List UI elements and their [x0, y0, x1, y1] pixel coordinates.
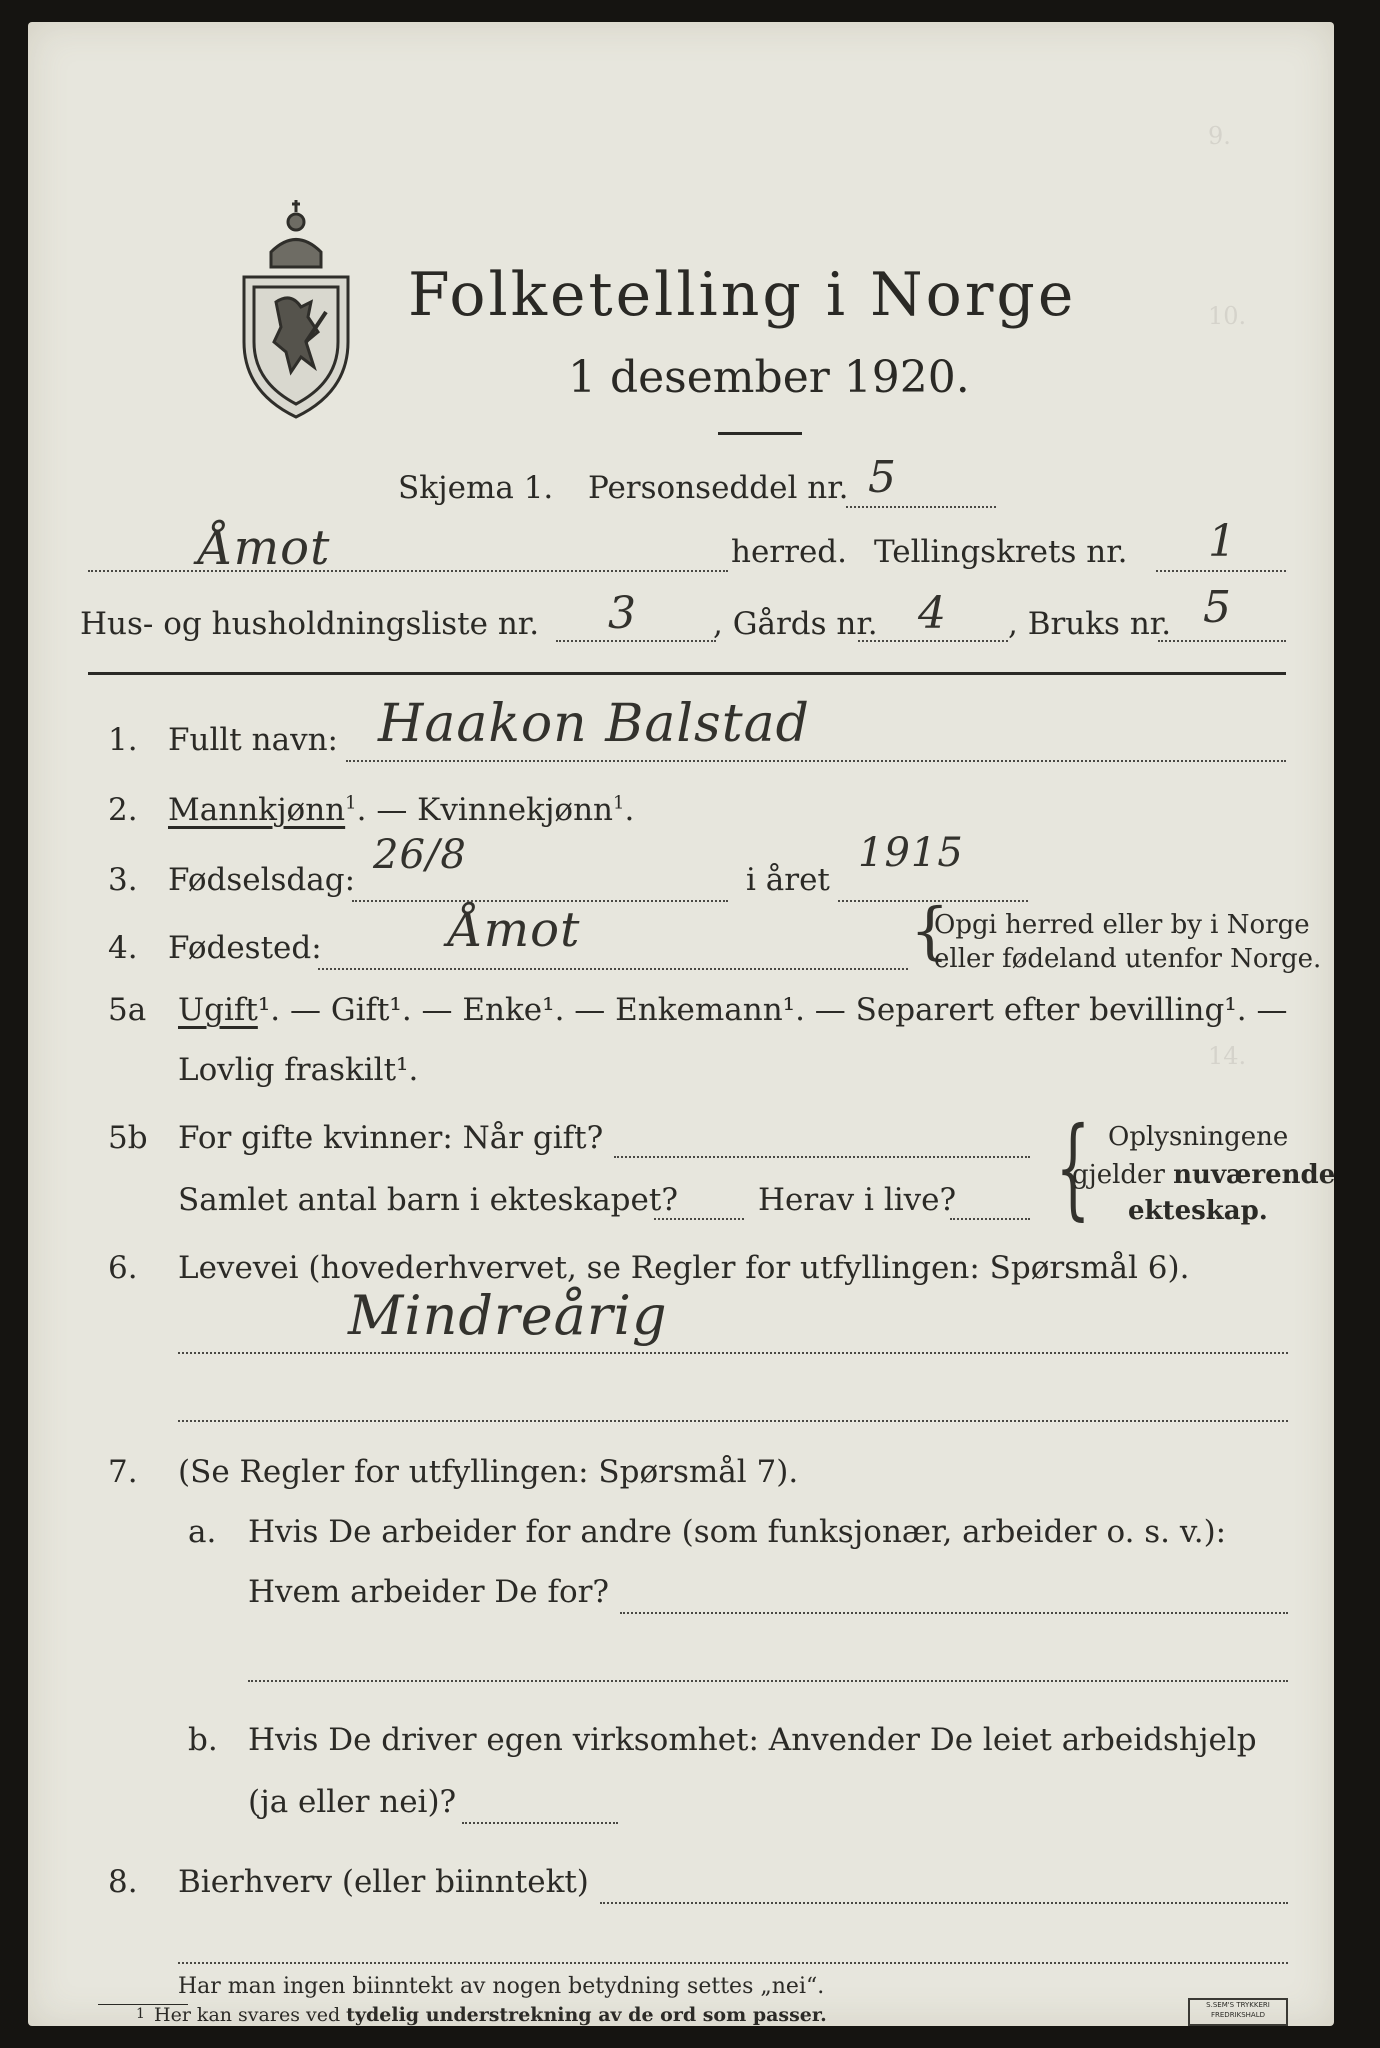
hus-value: 3: [608, 588, 637, 639]
q5b-note2a: gjelder: [1072, 1160, 1165, 1190]
bleed-through-mark: 10.: [1208, 302, 1247, 330]
q5b-married-field-line: [614, 1156, 1030, 1158]
q1-label: Fullt navn:: [168, 722, 338, 758]
q5b-note-brace: {: [1055, 1103, 1091, 1231]
q4-note-brace: {: [910, 894, 950, 967]
q3-year-value: 1915: [858, 830, 964, 876]
hus-field-line: [556, 640, 716, 642]
q5b-note1: Oplysningene: [1108, 1122, 1289, 1152]
q5a-line2: Lovlig fraskilt¹.: [178, 1052, 419, 1088]
q7a-field-line-2: [248, 1680, 1288, 1682]
norway-coat-of-arms-icon: [236, 192, 356, 422]
q3-number: 3.: [108, 862, 138, 898]
q4-field-line: [318, 968, 908, 970]
q1-full-name-value: Haakon Balstad: [378, 694, 810, 754]
herred-value: Åmot: [198, 520, 331, 576]
q5a-ugift: Ugift: [178, 992, 258, 1028]
q5b-number: 5b: [108, 1120, 148, 1156]
q5b-alive-field-line: [950, 1218, 1030, 1220]
census-form-page: [28, 22, 1334, 2026]
q5a-marital-options: [178, 992, 1287, 1028]
q2-footnote-mark: 1: [613, 792, 625, 814]
herred-label: herred.: [731, 534, 847, 570]
q6-occupation-value: Mindreårig: [348, 1284, 668, 1347]
q8-field-line-2: [178, 1962, 1288, 1964]
q8-label: Bierhverv (eller biinntekt): [178, 1864, 589, 1900]
q7a-number: a.: [188, 1514, 217, 1550]
q4-note-line2: eller fødeland utenfor Norge.: [934, 944, 1322, 974]
q7a-field-line: [620, 1612, 1288, 1614]
q5b-children-field-line: [654, 1218, 744, 1220]
q7b-line2: (ja eller nei)?: [248, 1784, 457, 1820]
q2-gender-options: [168, 792, 634, 828]
q7-number: 7.: [108, 1454, 138, 1490]
hus-label: Hus- og husholdningsliste nr.: [80, 606, 540, 642]
bruks-field-line: [1158, 640, 1286, 642]
q7a-line2: Hvem arbeider De for?: [248, 1574, 610, 1610]
gards-label: , Gårds nr.: [713, 606, 878, 642]
q2-number: 2.: [108, 792, 138, 828]
q6-number: 6.: [108, 1250, 138, 1286]
printer-stamp-line1: S.SEM'S TRYKKERI: [1206, 2001, 1270, 2009]
form-title: Folketelling i Norge: [408, 260, 1077, 330]
q5b-note2: [1072, 1160, 1335, 1190]
q3-year-label: i året: [746, 862, 830, 898]
q6-label: Levevei (hovederhvervet, se Regler for utfyllingen: Spørsmål 6).: [178, 1250, 1190, 1286]
q5b-line2a: Samlet antal barn i ekteskapet?: [178, 1182, 678, 1218]
q1-number: 1.: [108, 722, 138, 758]
gards-field-line: [858, 640, 1008, 642]
bleed-through-mark: 14.: [1208, 1042, 1247, 1070]
q2-end: .: [624, 792, 635, 828]
q7b-line1: Hvis De driver egen virksomhet: Anvender De leiet arbeidshjelp: [248, 1722, 1257, 1758]
q1-field-line: [346, 760, 1286, 762]
header-divider: [88, 672, 1286, 675]
footer-note: Har man ingen biinntekt av nogen betydning settes „nei“.: [178, 1974, 825, 1999]
q4-note-line1: Opgi herred eller by i Norge: [934, 910, 1310, 940]
personseddel-value: 5: [868, 452, 897, 503]
footnote-number: 1: [136, 2006, 145, 2022]
gards-value: 4: [918, 588, 947, 639]
q5b-line2b: Herav i live?: [758, 1182, 957, 1218]
q6-field-line: [178, 1352, 1288, 1354]
q8-field-line: [600, 1902, 1288, 1904]
q5b-note3: ekteskap.: [1128, 1196, 1268, 1226]
q2-kvinnekjonn: Kvinnekjønn: [417, 792, 614, 828]
bruks-value: 5: [1203, 582, 1232, 633]
q2-separator: . —: [356, 792, 418, 828]
tellingskrets-value: 1: [1208, 516, 1237, 567]
personseddel-label: Personseddel nr.: [588, 470, 849, 506]
census-date: 1 desember 1920.: [568, 352, 970, 403]
q2-mannkjonn: Mannkjønn: [168, 792, 346, 828]
printer-stamp-line2: FREDRIKSHALD: [1210, 2011, 1265, 2019]
q4-label: Fødested:: [168, 930, 322, 966]
q7a-line1: Hvis De arbeider for andre (som funksjonær, arbeider o. s. v.):: [248, 1514, 1227, 1550]
tellingskrets-field-line: [1156, 570, 1286, 572]
title-rule: [718, 432, 802, 435]
q5a-other-options: ¹. — Gift¹. — Enke¹. — Enkemann¹. — Separert efter bevilling¹. —: [257, 992, 1288, 1028]
schema-label: Skjema 1.: [398, 470, 554, 506]
q4-number: 4.: [108, 930, 138, 966]
footnote-text-a: Her kan svares ved: [154, 2004, 341, 2026]
footnote-text: [154, 2004, 827, 2026]
q7b-field-line: [462, 1822, 618, 1824]
q5b-line1: For gifte kvinner: Når gift?: [178, 1120, 604, 1156]
q2-footnote-mark: 1: [345, 792, 357, 814]
printer-stamp: [1188, 1998, 1288, 2026]
q7-label: (Se Regler for utfyllingen: Spørsmål 7).: [178, 1454, 799, 1490]
q6-field-line-2: [178, 1420, 1288, 1422]
q7b-number: b.: [188, 1722, 218, 1758]
tellingskrets-label: Tellingskrets nr.: [874, 534, 1128, 570]
q3-label: Fødselsdag:: [168, 862, 356, 898]
bleed-through-mark: 9.: [1208, 122, 1231, 150]
footnote-text-b: tydelig understrekning av de ord som passer.: [346, 2004, 827, 2026]
q3-birthday-value: 26/8: [373, 832, 467, 878]
herred-field-line: [88, 570, 728, 572]
personseddel-field-line: [846, 506, 996, 508]
q8-number: 8.: [108, 1864, 138, 1900]
q5a-number: 5a: [108, 992, 147, 1028]
q4-birthplace-value: Åmot: [448, 902, 581, 958]
q5b-note2b: nuværende: [1173, 1160, 1336, 1190]
bruks-label: , Bruks nr.: [1008, 606, 1172, 642]
